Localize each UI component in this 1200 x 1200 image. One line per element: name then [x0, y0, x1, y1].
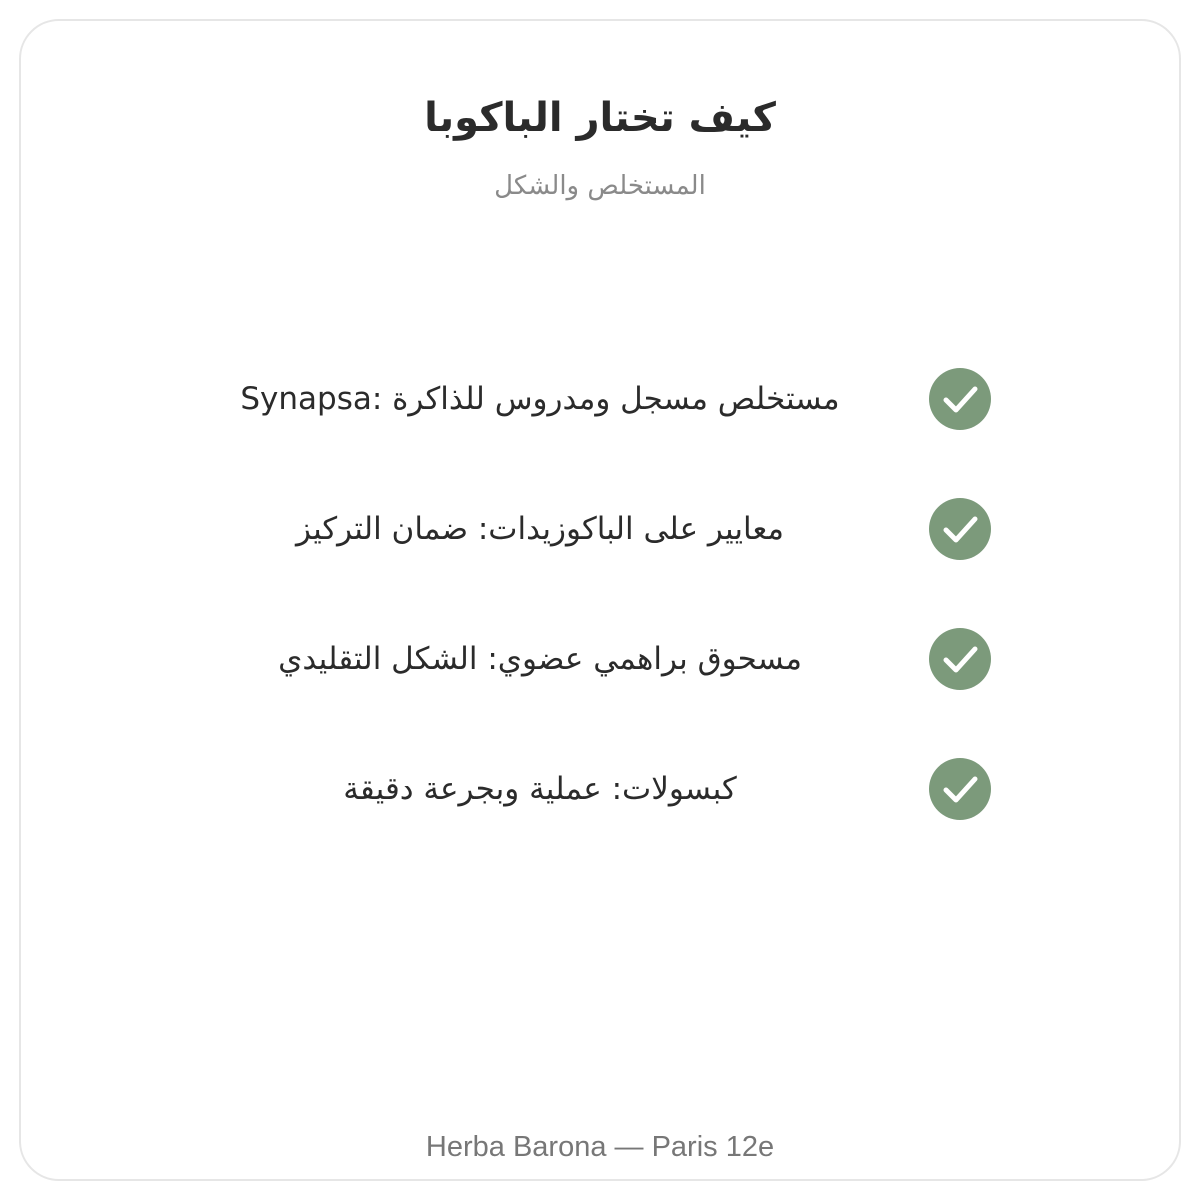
page-subtitle: المستخلص والشكل [494, 171, 706, 201]
check-circle-icon [929, 628, 991, 690]
list-item-label: كبسولات: عملية وبجرعة دقيقة [343, 771, 737, 807]
list-item [0, 628, 1200, 690]
footer-text: Herba Barona — Paris 12e [425, 1131, 775, 1163]
list-item [0, 498, 1200, 560]
list-item-label: معايير على الباكوزيدات: ضمان التركيز [295, 511, 785, 547]
check-circle-icon [929, 498, 991, 560]
list-item-label: مستخلص مسجل ومدروس للذاكرة :Synapsa [240, 381, 840, 417]
check-circle-icon [929, 368, 991, 430]
list-item [0, 368, 1200, 430]
page-title: كيف تختار الباكوبا [424, 95, 776, 141]
check-circle-icon [929, 758, 991, 820]
list-item-label: مسحوق براهمي عضوي: الشكل التقليدي [278, 641, 802, 677]
list-item [0, 758, 1200, 820]
